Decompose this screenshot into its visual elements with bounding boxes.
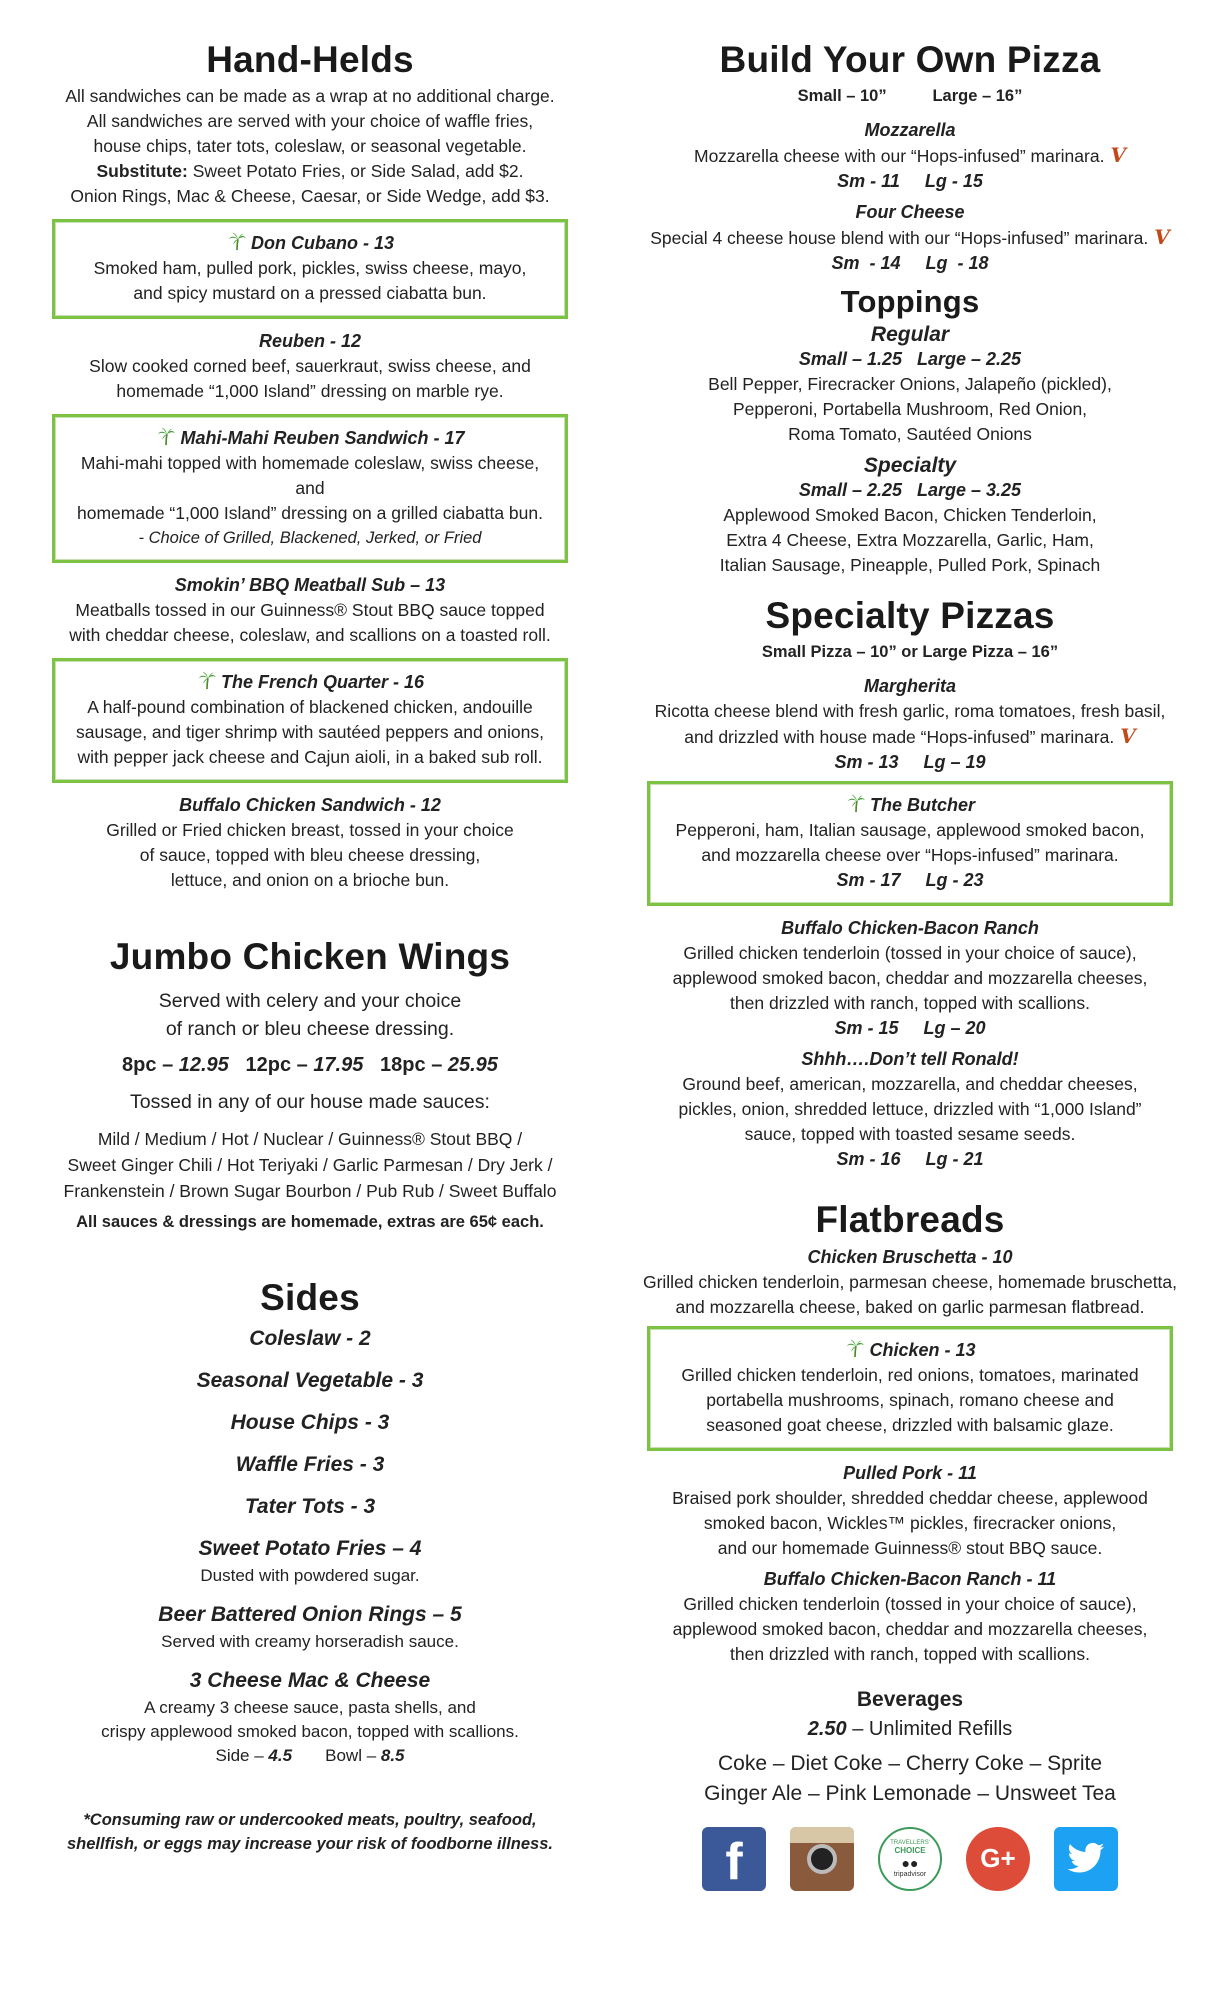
item-desc: Special 4 cheese house blend with our “Hops-infused” marinara. bbox=[650, 228, 1149, 249]
palm-tree-icon bbox=[845, 792, 867, 814]
item-price: Sm - 17 Lg - 23 bbox=[836, 870, 984, 891]
item-desc: applewood smoked bacon, cheddar and mozzarella cheeses, bbox=[672, 1618, 1148, 1639]
item-name: Pulled Pork - 11 bbox=[843, 1462, 977, 1483]
instagram-icon[interactable] bbox=[790, 1827, 854, 1891]
handhelds-intro-3: house chips, tater tots, coleslaw, or seasonal vegetable. bbox=[93, 136, 527, 157]
item-desc: and mozzarella cheese over “Hops-infused” marinara. bbox=[701, 845, 1119, 866]
item-desc: Mahi-mahi topped with homemade coleslaw, swiss cheese, and bbox=[80, 453, 540, 499]
item-name: Smokin’ BBQ Meatball Sub – 13 bbox=[174, 575, 446, 596]
item-price: Sm - 15 Lg – 20 bbox=[834, 1018, 986, 1039]
item-desc: Braised pork shoulder, shredded cheddar cheese, applewood bbox=[672, 1487, 1148, 1508]
item-desc: Grilled chicken tenderloin, red onions, tomatoes, marinated bbox=[681, 1364, 1139, 1385]
wings-sauces: Sweet Ginger Chili / Hot Teriyaki / Garlic Parmesan / Dry Jerk / bbox=[67, 1155, 553, 1176]
toppings-title: Toppings bbox=[840, 284, 980, 320]
item-desc: Mozzarella cheese with our “Hops-infused” marinara. bbox=[694, 146, 1105, 167]
item-price: Sm - 16 Lg - 21 bbox=[836, 1149, 984, 1170]
item-desc: then drizzled with ranch, topped with scallions. bbox=[730, 993, 1090, 1014]
item-desc: sauce, topped with toasted sesame seeds. bbox=[744, 1124, 1076, 1145]
right-column bbox=[640, 36, 1180, 1891]
item-name: Buffalo Chicken Sandwich - 12 bbox=[179, 795, 441, 816]
disclaimer: shellfish, or eggs may increase your risk of foodborne illness. bbox=[67, 1835, 553, 1854]
item-name: The Butcher bbox=[869, 795, 975, 816]
wings-qty: 8pc – bbox=[122, 1054, 179, 1077]
featured-box-the-butcher bbox=[647, 781, 1173, 906]
pizza-sizes bbox=[640, 84, 1180, 108]
side-desc: A creamy 3 cheese sauce, pasta shells, and bbox=[144, 1698, 476, 1718]
wings-desc: of ranch or bleu cheese dressing. bbox=[165, 1018, 455, 1041]
item-name: Mahi-Mahi Reuben Sandwich - 17 bbox=[180, 428, 465, 449]
google-plus-icon[interactable]: G+ bbox=[966, 1827, 1030, 1891]
wings-sauces: Frankenstein / Brown Sugar Bourbon / Pub Rub / Sweet Buffalo bbox=[63, 1181, 557, 1202]
handhelds-substitute-2: Onion Rings, Mac & Cheese, Caesar, or Side Wedge, add $3. bbox=[70, 186, 550, 207]
side-item: Seasonal Vegetable - 3 bbox=[196, 1369, 424, 1393]
beverages-title: Beverages bbox=[856, 1687, 964, 1711]
item-desc: lettuce, and onion on a brioche bun. bbox=[170, 870, 450, 891]
item-desc: Grilled or Fried chicken breast, tossed in your choice bbox=[106, 820, 514, 841]
wings-price: 25.95 bbox=[447, 1054, 498, 1077]
toppings-regular-name: Regular bbox=[870, 323, 950, 347]
substitute-text: Sweet Potato Fries, or Side Salad, add $2. bbox=[187, 161, 524, 182]
disclaimer: *Consuming raw or undercooked meats, poultry, seafood, bbox=[83, 1811, 537, 1830]
handhelds-title: Hand-Helds bbox=[206, 39, 414, 80]
wings-price: 17.95 bbox=[313, 1054, 364, 1077]
item-desc: Pepperoni, ham, Italian sausage, applewood smoked bacon, bbox=[675, 820, 1145, 841]
item-desc: portabella mushrooms, spinach, romano cheese and bbox=[706, 1389, 1114, 1410]
featured-box-french-quarter bbox=[52, 658, 568, 783]
mac-bowl-price: 8.5 bbox=[380, 1746, 405, 1766]
item-desc: Smoked ham, pulled pork, pickles, swiss cheese, mayo, bbox=[93, 258, 527, 279]
tripadvisor-icon[interactable]: TRAVELLERS' CHOICE ●● tripadvisor bbox=[878, 1827, 942, 1891]
item-name: The French Quarter - 16 bbox=[220, 672, 425, 693]
topping-list: Pepperoni, Portabella Mushroom, Red Onion, bbox=[732, 399, 1088, 420]
left-column bbox=[40, 36, 580, 1856]
item-name: Buffalo Chicken-Bacon Ranch bbox=[781, 918, 1039, 939]
wings-price: 12.95 bbox=[178, 1054, 229, 1077]
item-desc: Meatballs tossed in our Guinness® Stout BBQ sauce topped bbox=[75, 600, 545, 621]
item-desc: smoked bacon, Wickles™ pickles, firecracker onions, bbox=[703, 1512, 1117, 1533]
item-name: Buffalo Chicken-Bacon Ranch - 11 bbox=[763, 1568, 1057, 1589]
social-links bbox=[640, 1827, 1180, 1891]
toppings-regular-price: Small – 1.25 Large – 2.25 bbox=[798, 349, 1022, 370]
side-item: Sweet Potato Fries – 4 bbox=[198, 1537, 422, 1561]
item-desc: homemade “1,000 Island” dressing on a grilled ciabatta bun. bbox=[77, 503, 543, 524]
item-name: Four Cheese bbox=[855, 202, 965, 223]
vegetarian-icon: V bbox=[1154, 225, 1170, 250]
mac-side-price: 4.5 bbox=[268, 1746, 293, 1766]
toppings-specialty-name: Specialty bbox=[863, 454, 957, 478]
side-desc: Served with creamy horseradish sauce. bbox=[161, 1632, 459, 1652]
topping-list: Bell Pepper, Firecracker Onions, Jalapeño (pickled), bbox=[708, 374, 1112, 395]
item-price: Sm - 11 Lg - 15 bbox=[837, 171, 983, 192]
sides-title: Sides bbox=[260, 1277, 360, 1319]
beverage-price: 2.50 bbox=[807, 1717, 847, 1740]
beverage-refill: – Unlimited Refills bbox=[846, 1717, 1013, 1740]
twitter-icon[interactable] bbox=[1054, 1827, 1118, 1891]
mac-prices bbox=[40, 1744, 580, 1768]
item-price: Sm - 14 Lg - 18 bbox=[831, 253, 989, 274]
wings-footnote: All sauces & dressings are homemade, extras are 65¢ each. bbox=[76, 1213, 544, 1232]
item-desc: Ricotta cheese blend with fresh garlic, roma tomatoes, fresh basil, bbox=[654, 701, 1166, 722]
item-name: Reuben - 12 bbox=[258, 331, 362, 352]
palm-tree-icon bbox=[155, 425, 177, 447]
facebook-icon[interactable]: f bbox=[702, 1827, 766, 1891]
substitute-label: Substitute: bbox=[96, 161, 188, 182]
side-item: 3 Cheese Mac & Cheese bbox=[189, 1669, 431, 1693]
beverages-list: Ginger Ale – Pink Lemonade – Unsweet Tea bbox=[704, 1781, 1116, 1805]
item-desc: sausage, and tiger shrimp with sautéed peppers and onions, bbox=[76, 722, 544, 743]
item-name: Chicken Bruschetta - 10 bbox=[807, 1246, 1013, 1267]
item-desc: with pepper jack cheese and Cajun aioli, in a baked sub roll. bbox=[77, 747, 543, 768]
handhelds-intro-2: All sandwiches are served with your choice of waffle fries, bbox=[86, 111, 534, 132]
pizza-title: Build Your Own Pizza bbox=[719, 39, 1101, 80]
pizza-size-large: Large – 16” bbox=[932, 87, 1023, 106]
side-item: Tater Tots - 3 bbox=[244, 1495, 376, 1519]
item-desc: seasoned goat cheese, drizzled with balsamic glaze. bbox=[706, 1414, 1114, 1435]
item-name: Chicken - 13 bbox=[869, 1339, 976, 1360]
palm-tree-icon bbox=[844, 1337, 866, 1359]
item-desc: Grilled chicken tenderloin, parmesan cheese, homemade bruschetta, bbox=[642, 1271, 1178, 1292]
specialty-pizzas-title: Specialty Pizzas bbox=[765, 595, 1055, 637]
wings-desc: Served with celery and your choice bbox=[158, 990, 462, 1013]
wings-qty: 12pc – bbox=[245, 1054, 314, 1077]
topping-list: Italian Sausage, Pineapple, Pulled Pork, Spinach bbox=[719, 555, 1101, 576]
beverages-list: Coke – Diet Coke – Cherry Coke – Sprite bbox=[718, 1751, 1102, 1775]
side-item: Beer Battered Onion Rings – 5 bbox=[158, 1603, 462, 1627]
item-desc: and drizzled with house made “Hops-infused” marinara. bbox=[684, 727, 1115, 748]
palm-tree-icon bbox=[196, 669, 218, 691]
specialty-pizzas-sizes: Small Pizza – 10” or Large Pizza – 16” bbox=[761, 643, 1059, 662]
sides-section bbox=[40, 1274, 580, 1768]
mac-side-label: Side – bbox=[215, 1746, 269, 1766]
item-desc: homemade “1,000 Island” dressing on marble rye. bbox=[116, 381, 504, 402]
flatbreads-title: Flatbreads bbox=[815, 1199, 1005, 1241]
item-desc: and spicy mustard on a pressed ciabatta bun. bbox=[133, 283, 487, 304]
mac-bowl-label: Bowl – bbox=[325, 1746, 381, 1766]
item-note: - Choice of Grilled, Blackened, Jerked, or Fried bbox=[138, 529, 482, 548]
vegetarian-icon: V bbox=[1120, 724, 1136, 749]
item-desc: then drizzled with ranch, topped with scallions. bbox=[730, 1643, 1090, 1664]
item-name: Shhh….Don’t tell Ronald! bbox=[801, 1049, 1019, 1070]
side-desc: crispy applewood smoked bacon, topped with scallions. bbox=[101, 1722, 519, 1742]
side-item: Coleslaw - 2 bbox=[249, 1327, 371, 1351]
vegetarian-icon: V bbox=[1110, 143, 1126, 168]
featured-box-don-cubano bbox=[52, 219, 568, 319]
item-desc: applewood smoked bacon, cheddar and mozzarella cheeses, bbox=[672, 968, 1148, 989]
featured-box-mahi-mahi bbox=[52, 414, 568, 563]
item-desc: of sauce, topped with bleu cheese dressing, bbox=[139, 845, 481, 866]
item-desc: Slow cooked corned beef, sauerkraut, swiss cheese, and bbox=[89, 356, 531, 377]
wings-title: Jumbo Chicken Wings bbox=[109, 936, 511, 978]
wings-prices bbox=[40, 1053, 580, 1078]
item-name: Margherita bbox=[863, 676, 957, 697]
item-desc: pickles, onion, shredded lettuce, drizzled with “1,000 Island” bbox=[678, 1099, 1142, 1120]
item-desc: and our homemade Guinness® stout BBQ sauce. bbox=[717, 1537, 1103, 1558]
toppings-specialty-price: Small – 2.25 Large – 3.25 bbox=[798, 480, 1022, 501]
wings-sauces: Mild / Medium / Hot / Nuclear / Guinness® Stout BBQ / bbox=[97, 1129, 523, 1150]
item-desc: Grilled chicken tenderloin (tossed in your choice of sauce), bbox=[683, 943, 1137, 964]
item-price: Sm - 13 Lg – 19 bbox=[834, 752, 986, 773]
palm-tree-icon bbox=[226, 230, 248, 252]
topping-list: Extra 4 Cheese, Extra Mozzarella, Garlic, Ham, bbox=[726, 530, 1094, 551]
pizza-size-small: Small – 10” bbox=[797, 87, 887, 106]
item-desc: and mozzarella cheese, baked on garlic parmesan flatbread. bbox=[675, 1296, 1145, 1317]
featured-box-chicken-flatbread bbox=[647, 1326, 1173, 1451]
side-item: House Chips - 3 bbox=[230, 1411, 390, 1435]
item-desc: Ground beef, american, mozzarella, and cheddar cheeses, bbox=[682, 1074, 1138, 1095]
handhelds-intro-1: All sandwiches can be made as a wrap at no additional charge. bbox=[65, 86, 555, 107]
wings-tossed: Tossed in any of our house made sauces: bbox=[130, 1091, 490, 1114]
item-desc: with cheddar cheese, coleslaw, and scallions on a toasted roll. bbox=[69, 625, 551, 646]
beverages-price bbox=[640, 1715, 1180, 1743]
topping-list: Roma Tomato, Sautéed Onions bbox=[788, 424, 1032, 445]
handhelds-substitute bbox=[40, 159, 580, 184]
wings-qty: 18pc – bbox=[380, 1054, 448, 1077]
topping-list: Applewood Smoked Bacon, Chicken Tenderloin, bbox=[723, 505, 1097, 526]
item-desc: Grilled chicken tenderloin (tossed in your choice of sauce), bbox=[683, 1593, 1137, 1614]
side-item: Waffle Fries - 3 bbox=[235, 1453, 385, 1477]
item-name: Don Cubano - 13 bbox=[251, 233, 394, 254]
item-name: Mozzarella bbox=[864, 120, 956, 141]
side-desc: Dusted with powdered sugar. bbox=[200, 1566, 420, 1586]
item-desc: A half-pound combination of blackened chicken, andouille bbox=[87, 697, 533, 718]
